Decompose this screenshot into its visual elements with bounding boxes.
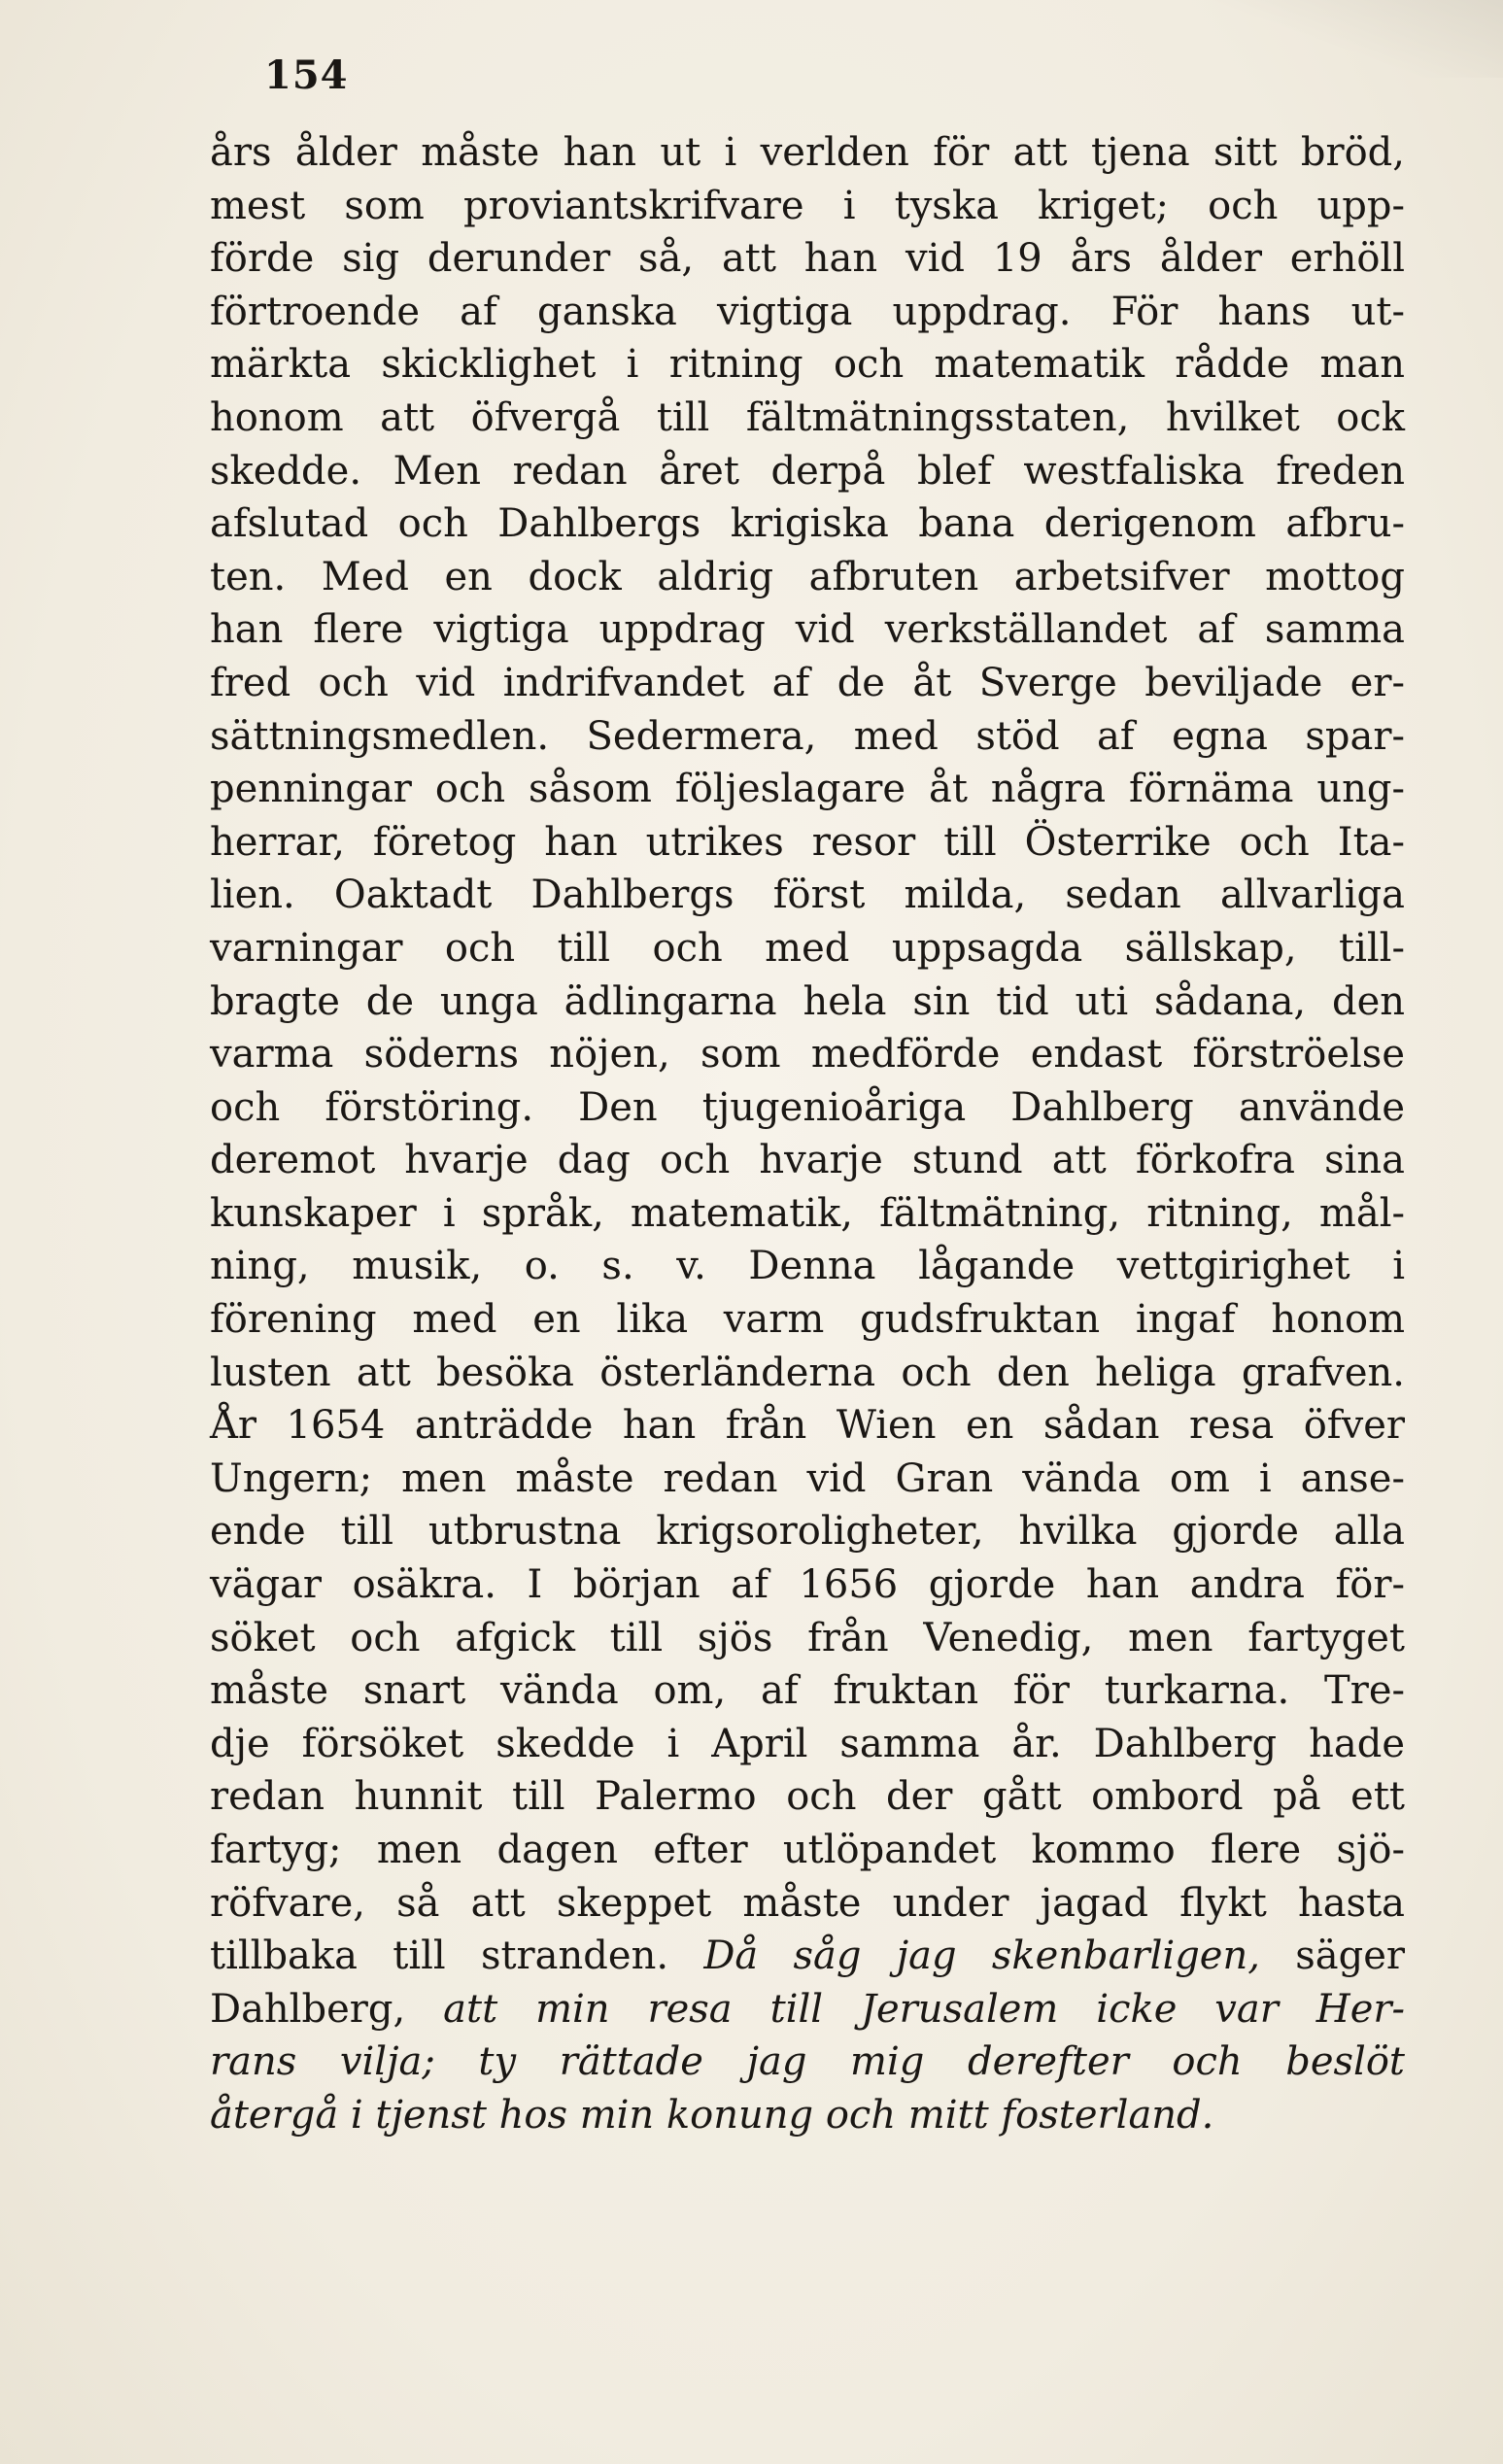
text-roman: tillbaka till stranden. [210, 1934, 669, 1979]
text-line: vägar osäkra. I början af 1656 gjorde han andra för- [210, 1562, 1405, 1608]
text-line: penningar och såsom följeslagare åt några förnäma ung- [210, 767, 1405, 812]
text-line: mest som proviantskrifvare i tyska kriget; och upp- [210, 183, 1405, 228]
text-line: ten. Med en dock aldrig afbruten arbetsifver mottog [210, 554, 1405, 599]
text-line: måste snart vända om, af fruktan för turkarna. Tre- [210, 1668, 1405, 1714]
text-line: röfvare, så att skeppet måste under jagad flykt hasta [210, 1880, 1405, 1926]
text-line-italic: återgå i tjenst hos min konung och mitt fosterland. [210, 2092, 1214, 2138]
text-line: skedde. Men redan året derpå blef westfaliska freden [210, 448, 1405, 494]
text-line: Ungern; men måste redan vid Gran vända om i anse- [210, 1455, 1405, 1501]
text-line: dje försöket skedde i April samma år. Dahlberg hade [210, 1721, 1405, 1766]
text-line: ning, musik, o. s. v. Denna lågande vettgirighet i [210, 1244, 1405, 1289]
text-line: lien. Oaktadt Dahlbergs först milda, sedan allvarliga [210, 873, 1405, 918]
text-line: ende till utbrustna krigsoroligheter, hvilka gjorde alla [210, 1509, 1405, 1555]
text-line: redan hunnit till Palermo och der gått ombord på ett [210, 1774, 1405, 1820]
text-line: afslutad och Dahlbergs krigiska bana derigenom afbru- [210, 501, 1405, 547]
text-line: kunskaper i språk, matematik, fältmätning, ritning, mål- [210, 1190, 1405, 1236]
text-line: han flere vigtiga uppdrag vid verkställandet af samma [210, 607, 1405, 653]
text-roman: Dahlberg, [210, 1986, 406, 2032]
text-line: fartyg; men dagen efter utlöpandet kommo flere sjö- [210, 1828, 1405, 1872]
text-line: fred och vid indrifvandet af de åt Sverge beviljade er- [210, 660, 1405, 705]
text-line: bragte de unga ädlingarna hela sin tid uti sådana, den [210, 978, 1405, 1024]
text-line: varma söderns nöjen, som medförde endast förströelse [210, 1032, 1405, 1078]
body-text [210, 126, 1405, 2142]
text-line: söket och afgick till sjös från Venedig, men fartyget [210, 1615, 1405, 1660]
text-line: honom att öfvergå till fältmätningsstaten, hvilket ock [210, 394, 1405, 440]
page-number: 154 [264, 52, 349, 98]
text-line-mixed [210, 1983, 1405, 2036]
text-line: och förstöring. Den tjugenioåriga Dahlberg använde [210, 1084, 1405, 1130]
text-italic: Då såg jag skenbarligen, [703, 1934, 1260, 1979]
text-line-mixed [210, 1930, 1405, 1983]
page-corner-shading [1212, 0, 1503, 78]
text-line: sättningsmedlen. Sedermera, med stöd af egna spar- [210, 713, 1405, 759]
text-line: År 1654 anträdde han från Wien en sådan resa öfver [210, 1403, 1405, 1449]
text-line: lusten att besöka österländerna och den heliga grafven. [210, 1350, 1405, 1395]
text-line: förening med en lika varm gudsfruktan ingaf honom [210, 1297, 1405, 1343]
text-line: herrar, företog han utrikes resor till Österrike och Ita- [210, 819, 1405, 865]
text-line: märkta skicklighet i ritning och matematik rådde man [210, 342, 1405, 388]
text-line: deremot hvarje dag och hvarje stund att förkofra sina [210, 1138, 1405, 1183]
text-line: års ålder måste han ut i verlden för att tjena sitt bröd, [210, 130, 1405, 175]
text-line: förtroende af ganska vigtiga uppdrag. För hans ut- [210, 289, 1405, 334]
text-italic: att min resa till Jerusalem icke var Her- [443, 1986, 1405, 2032]
text-line: varningar och till och med uppsagda sällskap, till- [210, 925, 1405, 971]
text-roman: säger [1295, 1934, 1405, 1979]
text-line-italic: rans vilja; ty rättade jag mig derefter och beslöt [210, 2039, 1405, 2085]
text-line: förde sig derunder så, att han vid 19 års ålder erhöll [210, 236, 1405, 282]
